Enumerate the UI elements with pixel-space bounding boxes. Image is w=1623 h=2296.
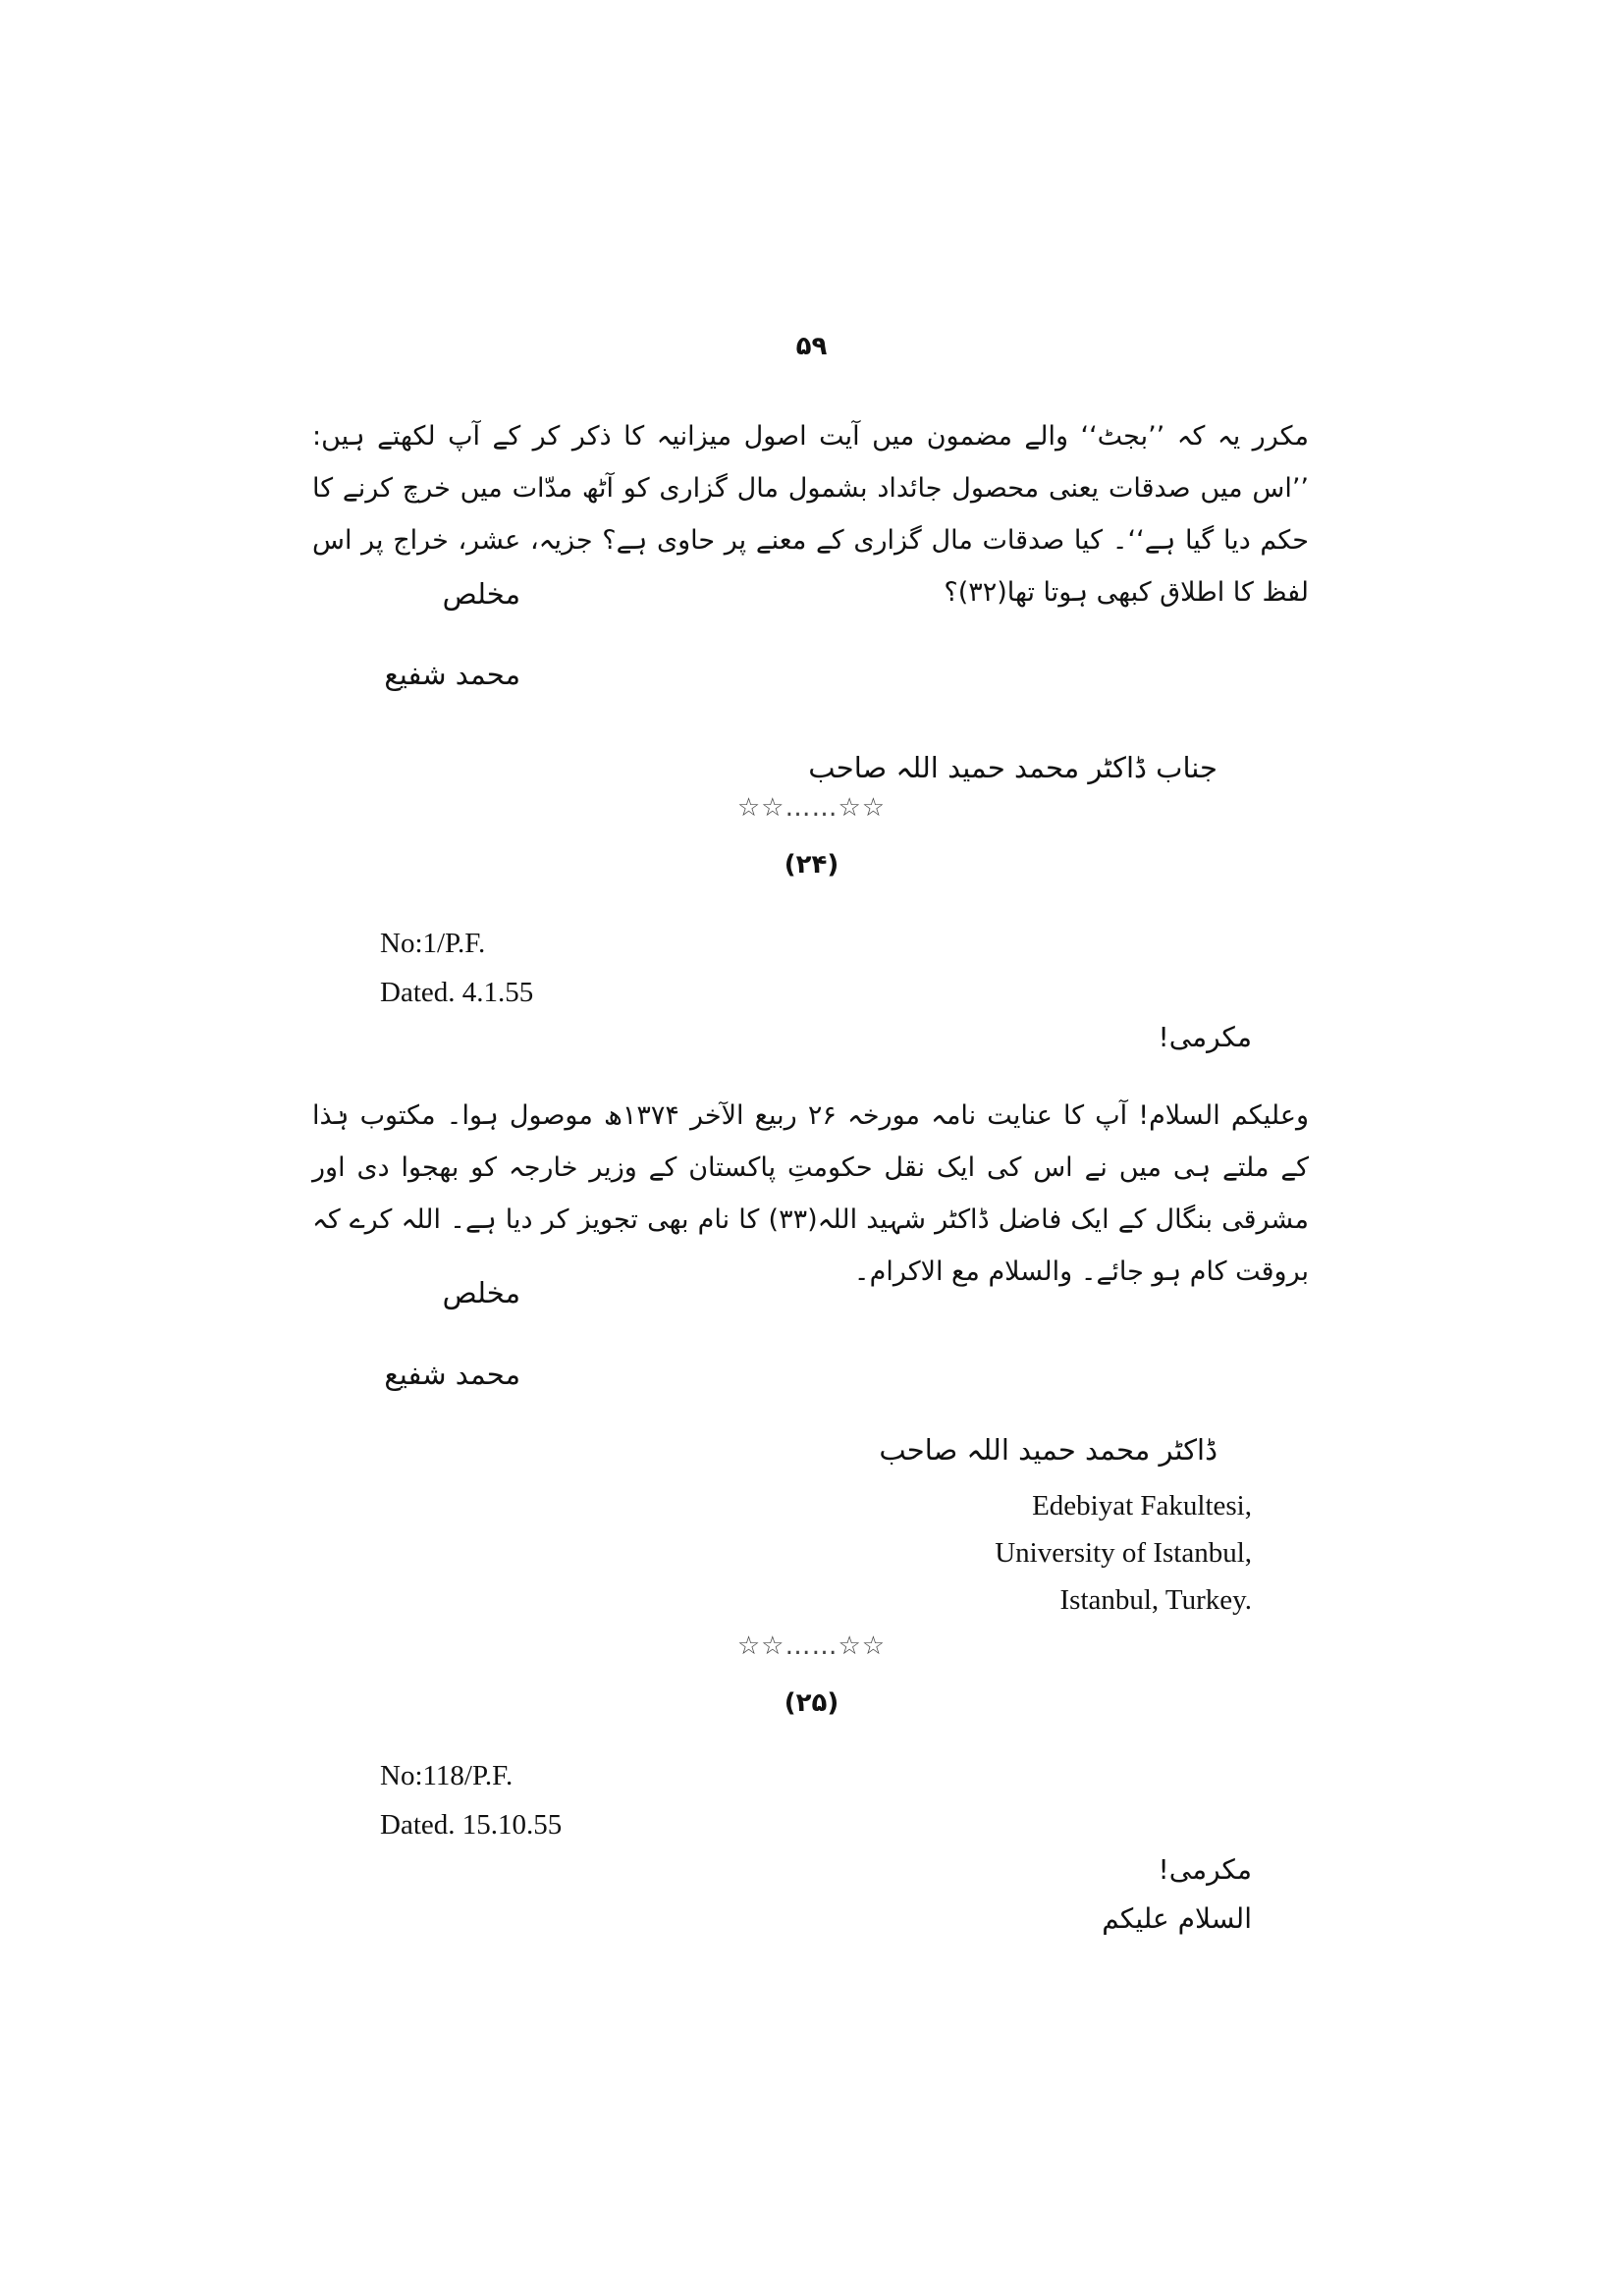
letter-25-date: Dated. 15.10.55	[380, 1809, 563, 1841]
letter-24-reference	[380, 919, 533, 1017]
letter-24-number: (۲۴)	[784, 850, 839, 880]
letter-24-date: Dated. 4.1.55	[380, 977, 534, 1008]
letter-23-paragraph: مکرر یہ کہ ’’بجٹ‘‘ والے مضمون میں آیت اصول میزانیہ کا ذکر کر کے آپ لکھتے ہیں: ’’اس میں صدقات یعنی محصول جائداد بشمول مال گزاری کو آٹھ مدّات میں خرچ کرنے کا حکم دیا گیا ہے‘‘۔ کیا صدقات مال گزاری کے معنے پر حاوی ہے؟ جزیہ، عشر، خراج پر اس لفظ کا اطلاق کبھی ہوتا تھا(۳۲)؟	[312, 421, 1309, 608]
letter-24-closing: مخلص	[442, 1276, 520, 1309]
address-line: University of Istanbul,	[995, 1537, 1252, 1569]
page-number: ۵۹	[795, 332, 828, 361]
letter-25-ref-no: No:118/P.F.	[380, 1760, 514, 1791]
section-divider-2: ☆☆……☆☆	[736, 1631, 887, 1661]
letter-23-signature: محمد شفیع	[384, 658, 520, 691]
address-line: Edebiyat Fakultesi,	[1032, 1490, 1252, 1522]
letter-24-salutation: مکرمی!	[1158, 1021, 1252, 1053]
address-line: Istanbul, Turkey.	[1059, 1584, 1252, 1616]
letter-25-salutation: مکرمی!	[1158, 1853, 1252, 1886]
letter-25-greeting: السلام علیکم	[1102, 1902, 1252, 1935]
section-divider-1: ☆☆……☆☆	[736, 793, 887, 823]
letter-25-number: (۲۵)	[784, 1688, 839, 1718]
letter-25-reference	[380, 1751, 562, 1849]
letter-24-ref-no: No:1/P.F.	[380, 928, 486, 959]
letter-24-signature: محمد شفیع	[384, 1358, 520, 1391]
letter-24-recipient: ڈاکٹر محمد حمید اللہ صاحب	[879, 1433, 1217, 1467]
letter-24-address	[761, 1482, 1252, 1624]
letter-23-closing: مخلص	[442, 577, 520, 611]
letter-23-recipient: جناب ڈاکٹر محمد حمید اللہ صاحب	[808, 751, 1217, 784]
letter-24-paragraph: وعلیکم السلام! آپ کا عنایت نامہ مورخہ ۲۶ ربیع الآخر ۱۳۷۴ھ موصول ہوا۔ مکتوب ہٰذا کے ملتے ہی میں نے اس کی ایک نقل حکومتِ پاکستان کے وزیر خارجہ کو بھجوا دی اور مشرقی بنگال کے ایک فاضل ڈاکٹر شہید اللہ(۳۳) کا نام بھی تجویز کر دیا ہے۔ اللہ کرے کہ بروقت کام ہو جائے۔ والسلام مع الاکرام۔	[312, 1100, 1309, 1287]
